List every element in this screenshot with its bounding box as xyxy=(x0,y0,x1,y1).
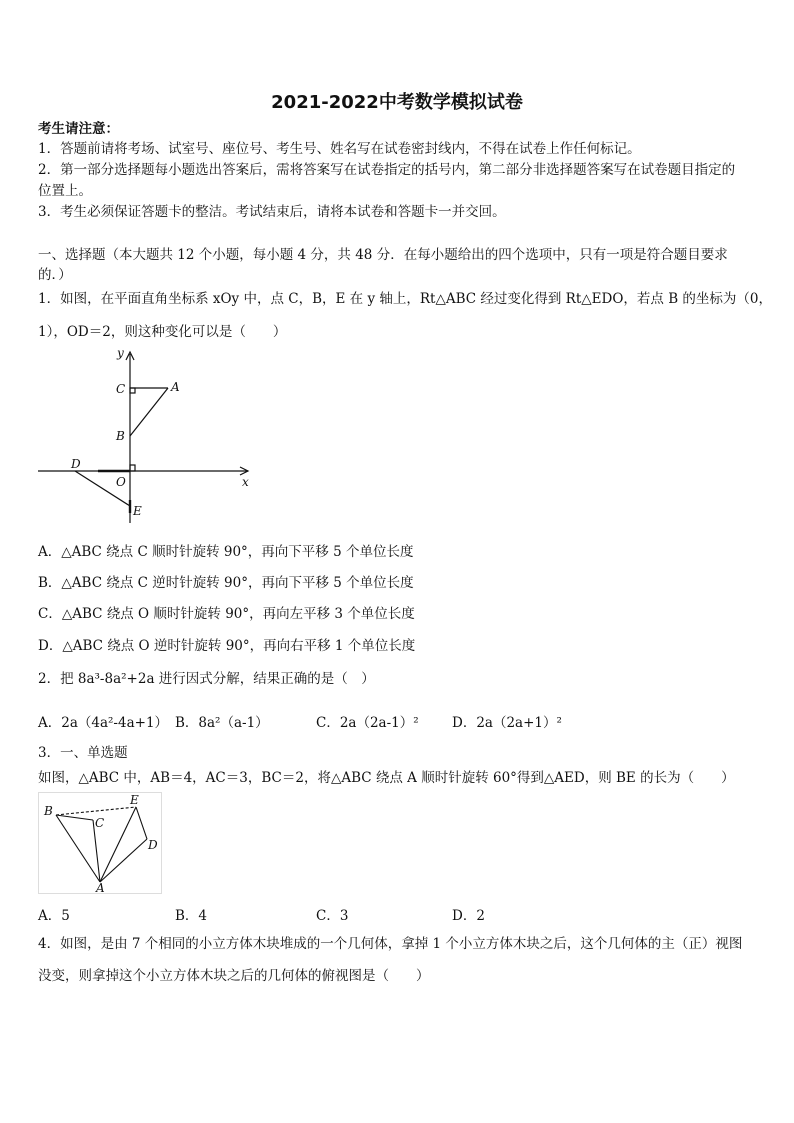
notice-item-2: 2．第一部分选择题每小题选出答案后，需将答案写在试卷指定的括号内，第二部分非选择题答案写在试卷题目指定的 xyxy=(38,162,736,178)
notice-item-3: 3．考生必须保证答题卡的整洁。考试结束后，请将本试卷和答题卡一并交回。 xyxy=(38,204,506,220)
q3-label-d: D xyxy=(148,838,158,852)
q4-stem-cont: 没变，则拿掉这个小立方体木块之后的几何体的俯视图是（ ） xyxy=(38,968,430,984)
notice-item-1: 1．答题前请将考场、试室号、座位号、考生号、姓名写在试卷密封线内，不得在试卷上作任何标记。 xyxy=(38,141,641,157)
q3-figure xyxy=(38,792,162,894)
q2-option-a: A．2a（4a²-4a+1） xyxy=(38,715,169,731)
q3-stem: 如图，△ABC 中，AB＝4，AC＝3，BC＝2，将△ABC 绕点 A 顺时针旋转 60°得到△AED，则 BE 的长为（ ） xyxy=(38,770,735,786)
q3-option-a: A．5 xyxy=(38,908,70,924)
q1-label-a: A xyxy=(171,380,180,394)
q1-label-c: C xyxy=(116,382,126,396)
q1-label-y: y xyxy=(117,346,124,360)
q1-label-b: B xyxy=(116,429,125,443)
q3-heading: 3．一、单选题 xyxy=(38,745,128,761)
section-heading-cont: 的．） xyxy=(38,267,72,283)
q3-label-e: E xyxy=(130,793,139,807)
q1-label-e: E xyxy=(133,504,142,518)
q1-option-b: B．△ABC 绕点 C 逆时针旋转 90°，再向下平移 5 个单位长度 xyxy=(38,575,414,591)
q2-option-d: D．2a（2a+1）² xyxy=(452,715,562,731)
q1-option-a: A．△ABC 绕点 C 顺时针旋转 90°，再向下平移 5 个单位长度 xyxy=(38,544,414,560)
q3-option-c: C．3 xyxy=(316,908,349,924)
q1-option-d: D．△ABC 绕点 O 逆时针旋转 90°，再向右平移 1 个单位长度 xyxy=(38,638,416,654)
q2-option-c: C．2a（2a-1）² xyxy=(316,715,419,731)
notice-item-2-cont: 位置上。 xyxy=(38,183,92,199)
q1-label-o: O xyxy=(116,475,126,489)
q2-option-b: B．8a²（a-1） xyxy=(175,715,269,731)
q3-label-b: B xyxy=(44,804,53,818)
section-heading: 一、选择题（本大题共 12 个小题，每小题 4 分，共 48 分．在每小题给出的四个选项中，只有一项是符合题目要求 xyxy=(38,247,728,263)
q1-stem-cont: 1），OD＝2，则这种变化可以是（ ） xyxy=(38,324,287,340)
q1-stem: 1．如图，在平面直角坐标系 xOy 中，点 C，B，E 在 y 轴上，Rt△ABC 经过变化得到 Rt△EDO，若点 B 的坐标为（0， xyxy=(38,291,772,307)
q3-option-d: D．2 xyxy=(452,908,485,924)
q1-label-d: D xyxy=(71,457,81,471)
q1-figure xyxy=(30,340,270,530)
q1-label-x: x xyxy=(242,475,249,489)
page-title: 2021-2022中考数学模拟试卷 xyxy=(271,92,523,113)
q3-option-b: B．4 xyxy=(175,908,208,924)
q4-stem: 4．如图，是由 7 个相同的小立方体木块堆成的一个几何体，拿掉 1 个小立方体木块之后，这个几何体的主（正）视图 xyxy=(38,936,743,952)
q2-stem: 2．把 8a³-8a²+2a 进行因式分解，结果正确的是（ ） xyxy=(38,671,375,687)
q1-option-c: C．△ABC 绕点 O 顺时针旋转 90°，再向左平移 3 个单位长度 xyxy=(38,606,415,622)
q3-label-a: A xyxy=(96,881,105,894)
notice-heading: 考生请注意： xyxy=(38,121,119,137)
q3-label-c: C xyxy=(95,816,105,830)
